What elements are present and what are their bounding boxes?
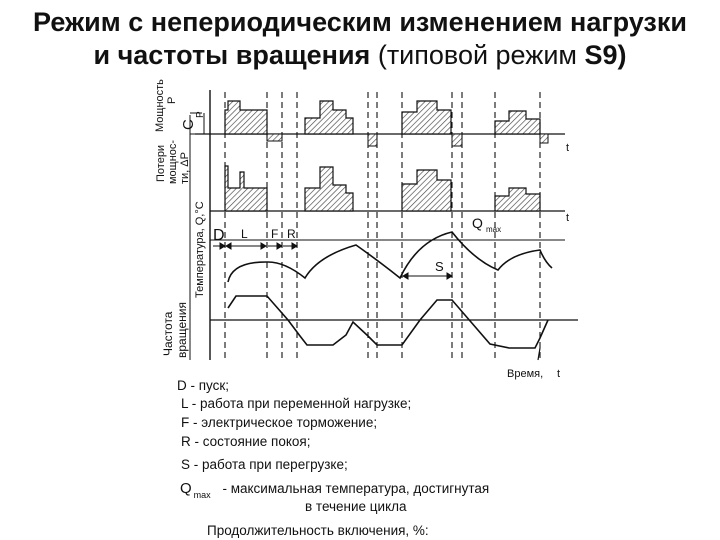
power-negative-2 [368, 134, 377, 146]
legend-r: R - состояние покоя; [181, 434, 311, 449]
power-axis-label: Мощность [154, 79, 166, 132]
marker-d: D [213, 227, 225, 244]
loss-block-3 [402, 170, 451, 211]
marker-q-sub: max [486, 225, 502, 234]
legend-s: S - работа при перегрузке; [181, 457, 348, 472]
loss-block-2 [305, 167, 353, 211]
loss-block-4 [495, 188, 540, 211]
t-label-loss: t [566, 212, 570, 224]
legend-q-text: - максимальная температура, достигнутая [222, 481, 490, 496]
marker-l: L [241, 227, 248, 241]
loss-label-1: Потери [155, 144, 167, 182]
interval-arrows [213, 243, 452, 279]
legend-f: F - электрическое торможение; [181, 415, 378, 430]
r-arrow-head [292, 243, 297, 249]
power-negative-4 [540, 134, 548, 143]
legend-d: D - пуск; [177, 378, 230, 393]
title-bold-start: и частоты вращения [93, 40, 371, 70]
loss-label-2: мощнос- [167, 139, 179, 184]
c-subscript: P [195, 111, 206, 118]
marker-f: F [271, 227, 279, 241]
legend-q-letter: Q [180, 480, 192, 497]
legend-q-subscript: max [193, 490, 211, 500]
legend-q [180, 481, 489, 498]
power-block-4 [495, 111, 540, 134]
legend-duty: Продолжительность включения, %: [207, 523, 429, 538]
s-arrow-head-left [403, 273, 408, 279]
title-bold-end: S9) [584, 40, 627, 70]
speed-curve [228, 296, 548, 348]
speed-label-1: Частота [161, 311, 175, 356]
t-label-power: t [566, 142, 570, 154]
power-negative-1 [267, 134, 282, 141]
s-arrow-head-right [447, 273, 452, 279]
power-block-1 [225, 101, 267, 134]
power-block-2 [305, 101, 353, 134]
f-arrow-head [277, 243, 282, 249]
time-label: Время, [507, 368, 544, 380]
l-arrow-head-right [261, 243, 266, 249]
speed-label-2: вращения [175, 302, 189, 358]
marker-s: S [435, 259, 444, 274]
power-negative-3 [452, 134, 462, 146]
title-light: (типовой режим [377, 40, 577, 70]
power-block-3 [402, 101, 451, 134]
loss-label-3: ти, ΔP [179, 152, 191, 184]
t-label-time: t [557, 368, 561, 380]
l-arrow-head-left [226, 243, 231, 249]
title-line-1: Режим с непериодическим изменением нагрузки [33, 7, 687, 37]
legend-l: L - работа при переменной нагрузке; [181, 396, 412, 411]
power-symbol: P [166, 96, 178, 104]
c-label: C [180, 119, 197, 130]
legend-q-text-2: в течение цикла [305, 499, 407, 514]
marker-q: Q [472, 215, 483, 231]
marker-r: R [287, 227, 296, 241]
temperature-axis-label: Температура, Q,°C [194, 201, 206, 298]
loss-block-1 [225, 166, 267, 211]
